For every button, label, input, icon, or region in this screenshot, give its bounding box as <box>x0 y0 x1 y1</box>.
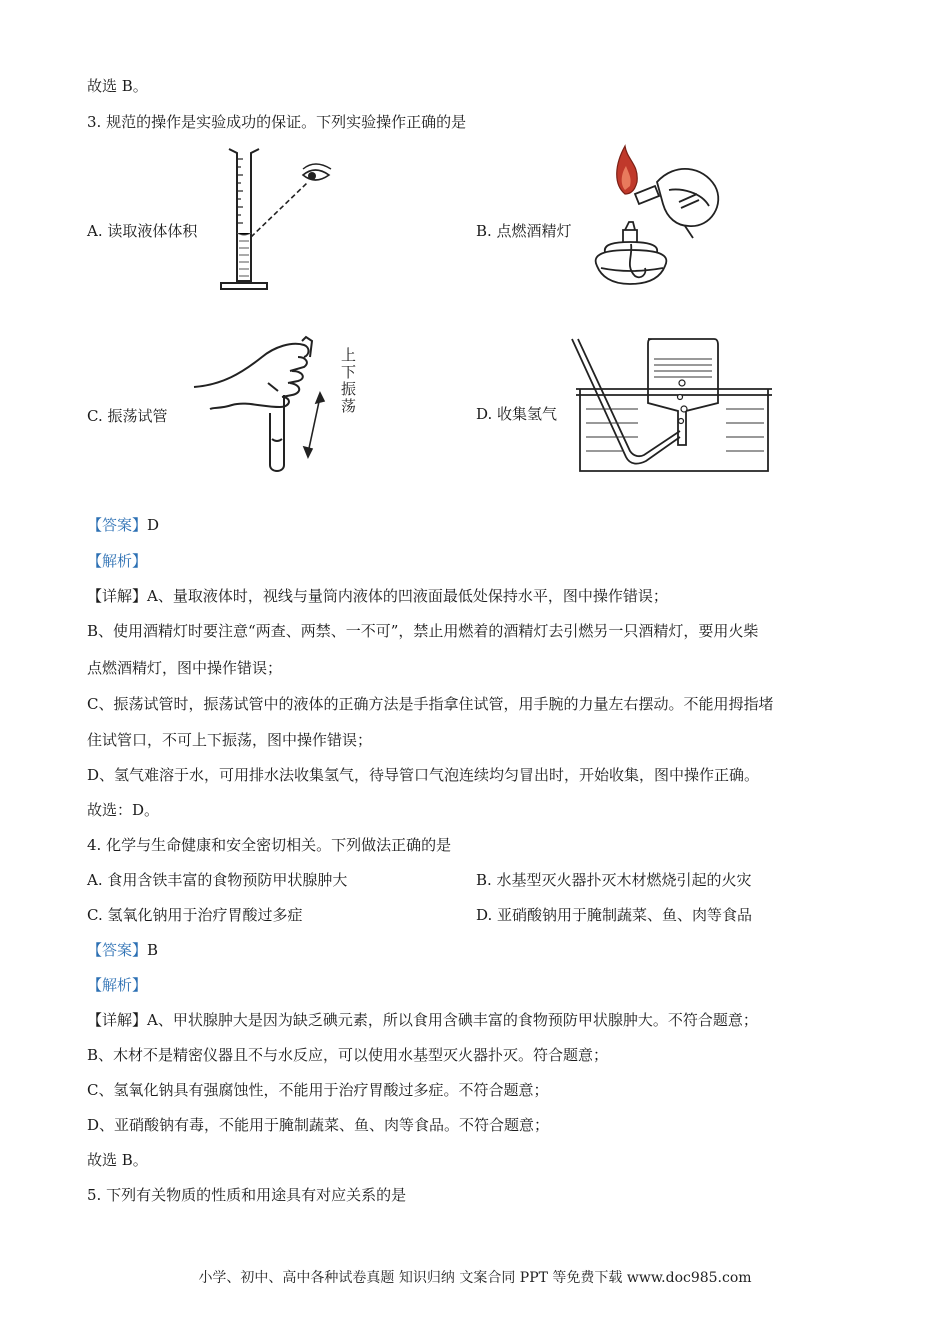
question-5-stem: 5. 下列有关物质的性质和用途具有对应关系的是 <box>87 1186 407 1204</box>
q4-option-d: D. 亚硝酸钠用于腌制蔬菜、鱼、肉等食品 <box>476 906 753 924</box>
answer-line <box>87 940 158 960</box>
answer-value: D <box>147 516 160 534</box>
detail-text: A、量取液体时，视线与量筒内液体的凹液面最低处保持水平，图中操作错误； <box>147 587 668 605</box>
q4-option-a: A. 食用含铁丰富的食物预防甲状腺肿大 <box>87 871 348 889</box>
figure-graduated-cylinder <box>215 145 340 295</box>
analysis-tag: 【解析】 <box>87 552 148 570</box>
eye-icon <box>303 164 331 180</box>
answer-value: B <box>147 941 159 959</box>
shake-up-down-label: 上下振荡 <box>339 347 357 415</box>
text-line: D、氢气难溶于水，可用排水法收集氢气，待导管口气泡连续均匀冒出时，开始收集，图中操作正确。 <box>87 766 760 784</box>
option-c-label: C. 振荡试管 <box>87 407 168 425</box>
text-line: 住试管口，不可上下振荡，图中操作错误； <box>87 731 373 749</box>
flame-icon <box>617 146 637 194</box>
question-3-stem: 3. 规范的操作是实验成功的保证。下列实验操作正确的是 <box>87 113 467 131</box>
analysis-tag: 【解析】 <box>87 976 148 994</box>
answer-tag: 【答案】 <box>87 941 148 959</box>
q4-option-b: B. 水基型灭火器扑灭木材燃烧引起的火灾 <box>476 871 752 889</box>
detail-line <box>87 586 668 606</box>
question-4-stem: 4. 化学与生命健康和安全密切相关。下列做法正确的是 <box>87 836 452 854</box>
text-line: C、氢氧化钠具有强腐蚀性，不能用于治疗胃酸过多症。不符合题意； <box>87 1081 549 1099</box>
text-line: 故选 B。 <box>87 1151 148 1169</box>
figure-shaking-test-tube <box>192 335 367 475</box>
option-b-label: B. 点燃酒精灯 <box>476 222 572 240</box>
text-line: 故选：D。 <box>87 801 160 819</box>
figure-gas-collection <box>568 333 783 478</box>
text-line: C、振荡试管时，振荡试管中的液体的正确方法是手指拿住试管，用手腕的力量左右摆动。不能用拇指堵 <box>87 695 774 713</box>
detail-tag: 【详解】 <box>87 1011 148 1029</box>
text-line: B、使用酒精灯时要注意“两查、两禁、一不可”，禁止用燃着的酒精灯去引燃另一只酒精灯，要用火柴 <box>87 622 759 640</box>
detail-tag: 【详解】 <box>87 587 148 605</box>
text-line: B、木材不是精密仪器且不与水反应，可以使用水基型灭火器扑灭。符合题意； <box>87 1046 609 1064</box>
text-line: 故选 B。 <box>87 77 148 95</box>
figure-alcohol-lamps <box>585 142 730 292</box>
detail-line <box>87 1010 758 1030</box>
q4-option-c: C. 氢氧化钠用于治疗胃酸过多症 <box>87 906 303 924</box>
answer-tag: 【答案】 <box>87 516 148 534</box>
text-line: 点燃酒精灯，图中操作错误； <box>87 659 283 677</box>
option-a-label: A. 读取液体体积 <box>87 222 198 240</box>
option-d-label: D. 收集氢气 <box>476 405 558 423</box>
page-footer: 小学、初中、高中各种试卷真题 知识归纳 文案合同 PPT 等免费下载 www.doc985.com <box>198 1270 752 1286</box>
text-line: D、亚硝酸钠有毒，不能用于腌制蔬菜、鱼、肉等食品。不符合题意； <box>87 1116 550 1134</box>
answer-line <box>87 515 159 535</box>
detail-text: A、甲状腺肿大是因为缺乏碘元素，所以食用含碘丰富的食物预防甲状腺肿大。不符合题意； <box>147 1011 758 1029</box>
